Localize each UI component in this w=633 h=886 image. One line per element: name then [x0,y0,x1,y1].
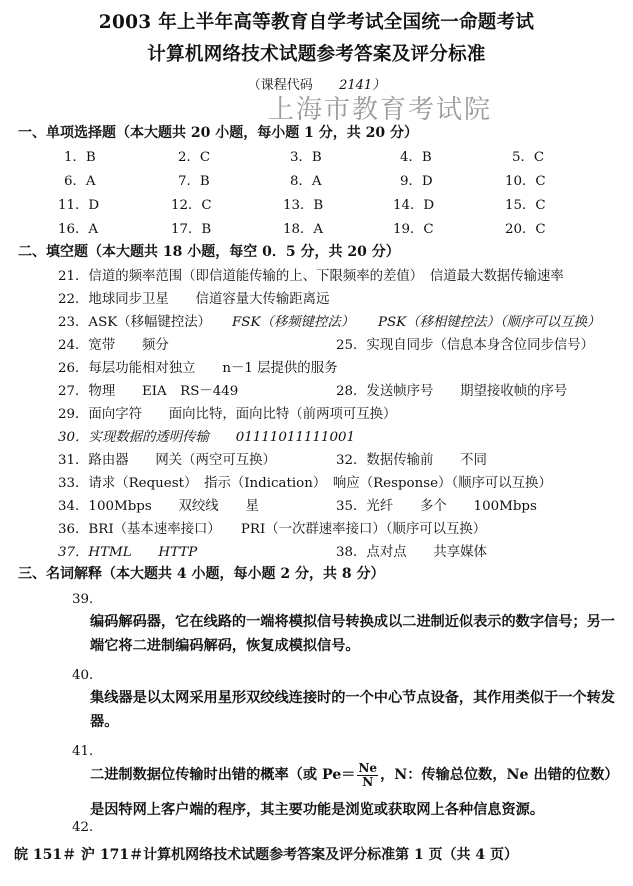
mc-answer: 14．D [393,198,435,213]
mc-answer: 19．C [393,222,434,237]
term-answer-41-text: 二进制数据位传输时出错的概率（或 Pe＝ [90,767,356,783]
section-single-choice: 一、单项选择题（本大题共 20 小题，每小题 1 分，共 20 分） [18,125,418,141]
mc-answer: 10．C [505,174,546,189]
document-title: 计算机网络技术试题参考答案及评分标准 [147,44,486,65]
term-number-40: 40． [72,668,103,683]
course-code-value: 2141） [339,78,386,93]
mc-answer: 2．C [178,150,211,165]
fill-answer-24: 24．宽带 频分 [58,338,169,353]
term-number-42: 42． [72,820,103,835]
fill-answer-23b: FSK（移频键控法） [232,315,355,330]
mc-answer: 11．D [58,198,100,213]
mc-answer: 5．C [512,150,545,165]
mc-answer: 4．B [400,150,432,165]
fill-answer-23a: 23．ASK（移幅键控法） [58,315,212,330]
mc-answer: 20．C [505,222,546,237]
mc-answer: 1．B [64,150,96,165]
exam-title: 2003 年上半年高等教育自学考试全国统一命题考试 [98,12,535,33]
mc-answer: 16．A [58,222,99,237]
section-term-definitions: 三、名词解释（本大题共 4 小题，每小题 2 分，共 8 分） [18,566,385,582]
fill-answer-23c: PSK（移相键控法）（顺序可以互换） [378,315,601,330]
page-footer: 皖 151＃ 沪 171＃计算机网络技术试题参考答案及评分标准第 1 页（共 4 页） [14,847,519,863]
mc-answer: 3．B [290,150,322,165]
fill-answer-25: 25．实现自同步（信息本身含位同步信号） [336,338,595,353]
fill-answer-38: 38．点对点 共享媒体 [336,545,487,560]
fill-answer-31: 31．路由器 网关（两空可互换） [58,453,276,468]
fill-answer-34: 34．100Mbps 双绞线 星 [58,499,259,514]
mc-answer: 12．C [171,198,212,213]
fill-answer-37: 37．HTML HTTP [58,545,198,560]
institution-stamp: 上海市教育考试院 [268,95,493,125]
term-number-39: 39． [72,592,103,607]
fraction-denominator: N [362,775,374,789]
term-answer-42: 是因特网上客户端的程序，其主要功能是浏览或获取网上各种信息资源。 [90,802,545,818]
mc-answer: 15．C [505,198,546,213]
fill-answer-29: 29．面向字符 面向比特，面向比特（前两项可互换） [58,407,397,422]
term-number-41: 41． [72,744,103,759]
mc-answer: 6．A [64,174,96,189]
error-rate-fraction [357,762,378,788]
mc-answer: 8．A [290,174,322,189]
fill-answer-28: 28．发送帧序号 期望接收帧的序号 [336,384,568,399]
fill-answer-26: 26．每层功能相对独立 n－1 层提供的服务 [58,361,338,376]
fill-answer-27: 27．物理 EIA RS－449 [58,384,239,399]
term-answer-41-note: ，N：传输总位数，Ne 出错的位数） [380,767,619,783]
mc-answer: 17．B [171,222,212,237]
fill-answer-22: 22．地球同步卫星 信道容量大传输距离远 [58,292,330,307]
term-answer-40: 集线器是以太网采用星形双绞线连接时的一个中心节点设备，其作用类似于一个转发器。 [90,690,615,730]
fill-answer-36: 36．BRI（基本速率接口） PRI（一次群速率接口）（顺序可以互换） [58,522,487,537]
term-answer-39: 编码解码器，它在线路的一端将模拟信号转换成以二进制近似表示的数字信号；另一端它将二进制编码解码，恢复成模拟信号。 [90,614,615,654]
mc-answer: 7．B [178,174,210,189]
fill-answer-33: 33．请求（Request） 指示（Indication） 响应（Response）（顺序可以互换） [58,476,552,491]
term-answer-41 [90,761,619,789]
mc-answer: 18．A [283,222,324,237]
course-code-label: （课程代码 [247,78,313,93]
mc-answer: 9．D [400,174,433,189]
fraction-numerator: Ne [358,761,378,775]
fill-answer-35: 35．光纤 多个 100Mbps [336,499,537,514]
section-fill-blank: 二、填空题（本大题共 18 小题，每空 0．5 分，共 20 分） [18,244,400,260]
mc-answer: 13．B [283,198,324,213]
fill-answer-21: 21．信道的频率范围（即信道能传输的上、下限频率的差值） 信道最大数据传输速率 [58,269,564,284]
fill-answer-30: 30．实现数据的透明传输 01111011111001 [58,430,355,445]
fill-answer-32: 32．数据传输前 不同 [336,453,487,468]
